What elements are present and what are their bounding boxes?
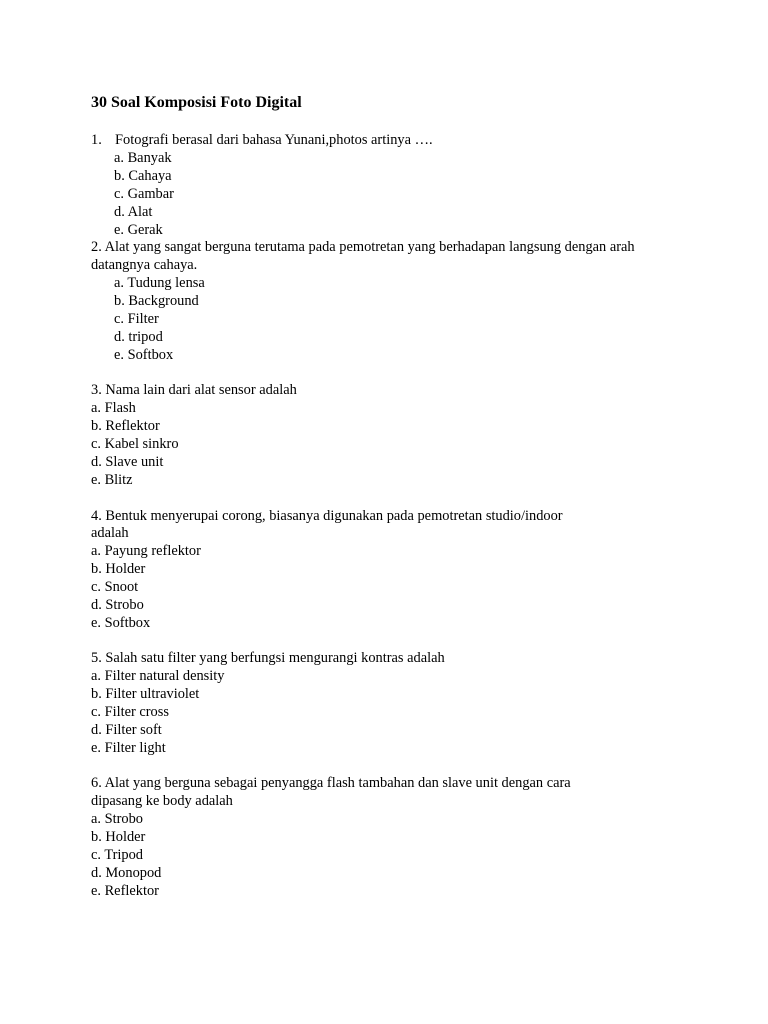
question-2-option-e: e. Softbox	[114, 347, 174, 363]
question-4-option-d: d. Strobo	[91, 597, 144, 613]
question-4-text-line-1: 4. Bentuk menyerupai corong, biasanya digunakan pada pemotretan studio/indoor	[91, 508, 563, 524]
question-6-text-line-2: dipasang ke body adalah	[91, 793, 233, 809]
question-2-text-line-1: 2. Alat yang sangat berguna terutama pada pemotretan yang berhadapan langsung dengan arah	[91, 239, 635, 255]
question-4-option-a: a. Payung reflektor	[91, 543, 201, 559]
question-4-text-line-2: adalah	[91, 525, 129, 541]
question-6-option-e: e. Reflektor	[91, 883, 159, 899]
question-1-text: Fotografi berasal dari bahasa Yunani,photos artinya ….	[115, 132, 433, 148]
question-1-number: 1.	[91, 132, 102, 148]
question-1-option-a: a. Banyak	[114, 150, 172, 166]
question-2-text-line-2: datangnya cahaya.	[91, 257, 198, 273]
question-3-option-d: d. Slave unit	[91, 454, 164, 470]
question-3-text: 3. Nama lain dari alat sensor adalah	[91, 382, 297, 398]
question-5-option-d: d. Filter soft	[91, 722, 162, 738]
document-title: 30 Soal Komposisi Foto Digital	[91, 94, 302, 111]
question-3-option-e: e. Blitz	[91, 472, 133, 488]
question-5-option-a: a. Filter natural density	[91, 668, 225, 684]
question-4-option-b: b. Holder	[91, 561, 146, 577]
question-2-option-b: b. Background	[114, 293, 199, 309]
question-3-option-a: a. Flash	[91, 400, 136, 416]
question-4-option-e: e. Softbox	[91, 615, 151, 631]
question-6-option-c: c. Tripod	[91, 847, 143, 863]
question-5-option-b: b. Filter ultraviolet	[91, 686, 200, 702]
question-3-option-b: b. Reflektor	[91, 418, 160, 434]
question-2-option-d: d. tripod	[114, 329, 163, 345]
question-2-option-c: c. Filter	[114, 311, 159, 327]
question-6-text-line-1: 6. Alat yang berguna sebagai penyangga flash tambahan dan slave unit dengan cara	[91, 775, 571, 791]
question-5-text: 5. Salah satu filter yang berfungsi mengurangi kontras adalah	[91, 650, 445, 666]
question-1-option-e: e. Gerak	[114, 222, 163, 238]
question-5-option-e: e. Filter light	[91, 740, 166, 756]
question-3-option-c: c. Kabel sinkro	[91, 436, 179, 452]
question-5-option-c: c. Filter cross	[91, 704, 169, 720]
question-1-option-b: b. Cahaya	[114, 168, 172, 184]
question-4-option-c: c. Snoot	[91, 579, 139, 595]
question-1-option-d: d. Alat	[114, 204, 153, 220]
question-6-option-a: a. Strobo	[91, 811, 143, 827]
question-6-option-b: b. Holder	[91, 829, 146, 845]
question-2-option-a: a. Tudung lensa	[114, 275, 205, 291]
question-1-option-c: c. Gambar	[114, 186, 174, 202]
question-6-option-d: d. Monopod	[91, 865, 162, 881]
